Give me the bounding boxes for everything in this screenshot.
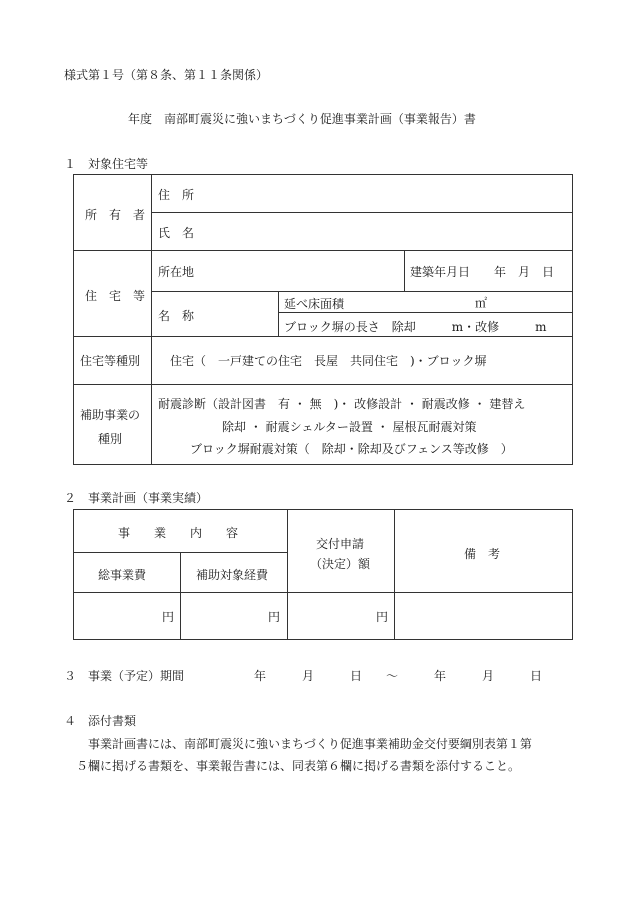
content-header: 事 業 内 容: [118, 526, 239, 540]
subsidy-line-1: 耐震診断（設計図書 有 ・ 無 )・ 改修設計 ・ 耐震改修 ・ 建替え: [158, 397, 526, 411]
address-label: 住 所: [158, 188, 195, 202]
subsidy-label-1: 補助事業の: [80, 408, 141, 422]
grant-amount-header-1: 交付申請: [316, 537, 365, 551]
attachments-line-1: 事業計画書には、南部町震災に強いまちづくり促進事業補助金交付要綱別表第１第: [88, 737, 532, 751]
subsidy-line-3: ブロック塀耐震対策（ 除却・除却及びフェンス等改修 ）: [190, 442, 513, 456]
name-label: 氏 名: [158, 226, 195, 240]
type-label: 住宅等種別: [80, 354, 141, 368]
type-value: 住宅（ 一戸建ての住宅 長屋 共同住宅 )・ブロック塀: [170, 354, 487, 368]
location-label: 所在地: [158, 265, 195, 279]
section2-heading: ２ 事業計画（事業実績）: [64, 491, 209, 505]
build-date-label: 建築年月日 年 月 日: [410, 265, 555, 279]
total-cost-yen: 円: [162, 610, 175, 624]
section4-heading: ４ 添付書類: [64, 714, 137, 728]
document-title: 年度 南部町震災に強いまちづくり促進事業計画（事業報告）書: [128, 112, 476, 126]
attachments-line-2: ５欄に掲げる書類を、事業報告書には、同表第６欄に掲げる書類を添付すること。: [76, 759, 521, 773]
owner-label: 所 有 者: [84, 208, 145, 222]
section1-heading: １ 対象住宅等: [64, 157, 149, 171]
form-number: 様式第１号（第８条、第１１条関係）: [64, 68, 269, 82]
remarks-header: 備 考: [464, 547, 501, 561]
house-label: 住 宅 等: [84, 289, 145, 303]
eligible-cost-header: 補助対象経費: [196, 568, 269, 582]
section3-heading: ３ 事業（予定）期間: [64, 669, 185, 683]
floor-area-label: 延べ床面積: [284, 297, 345, 311]
project-period: 年 月 日 ～ 年 月 日: [254, 669, 543, 683]
grant-amount-header-2: （決定）額: [310, 557, 371, 571]
subsidy-label-2: 種別: [98, 432, 123, 446]
block-wall-label: ブロック塀の長さ 除却 m・改修 m: [284, 320, 547, 334]
grant-amount-yen: 円: [376, 610, 389, 624]
floor-area-unit: ㎡: [475, 296, 488, 310]
eligible-cost-yen: 円: [268, 610, 281, 624]
total-cost-header: 総事業費: [98, 568, 147, 582]
subsidy-line-2: 除却 ・ 耐震シェルター設置 ・ 屋根瓦耐震対策: [222, 420, 477, 434]
house-name-label: 名 称: [158, 309, 195, 323]
